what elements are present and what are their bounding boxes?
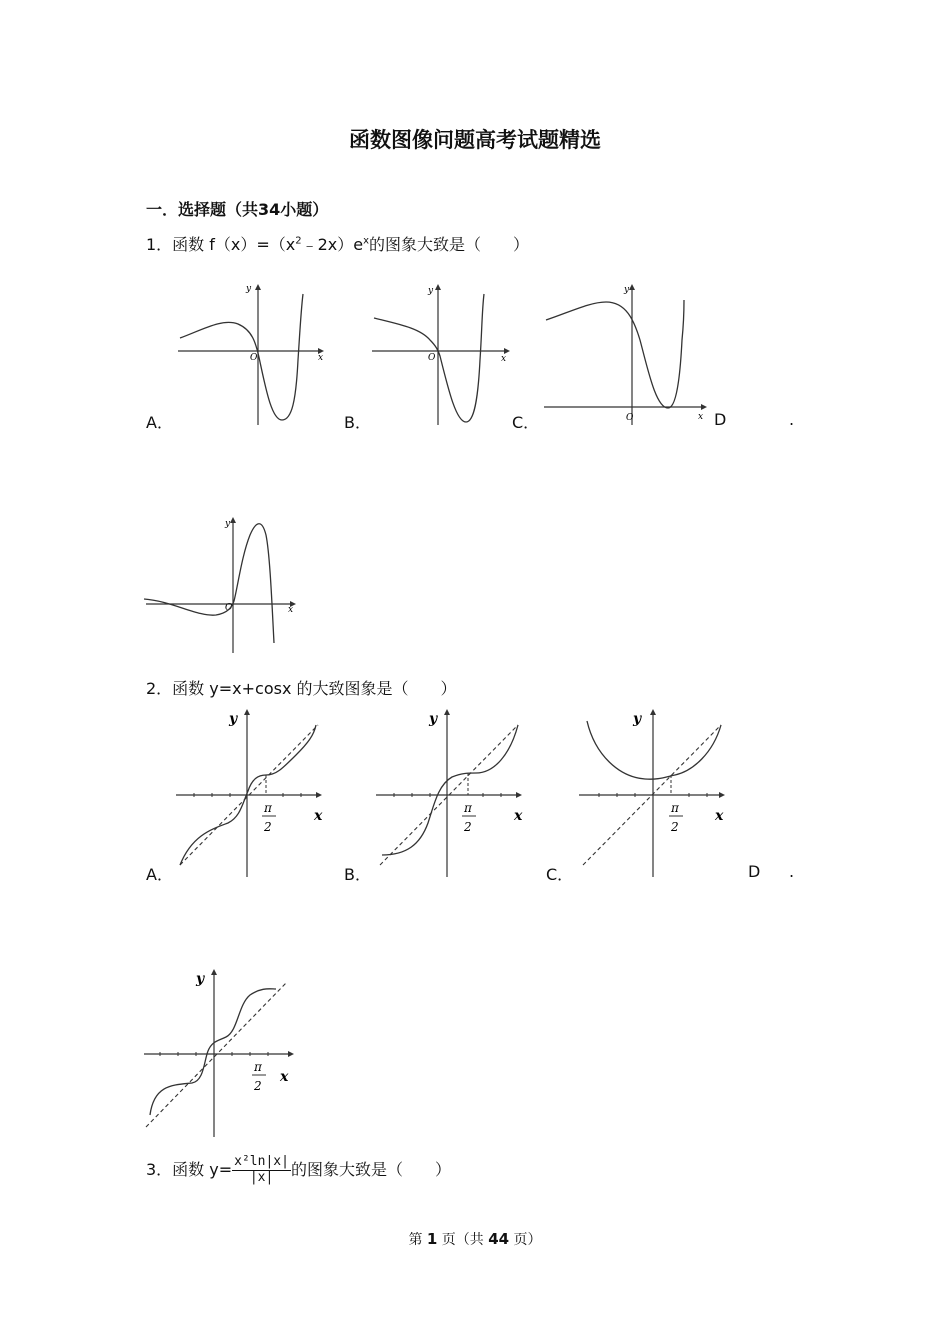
q3-fraction <box>232 1155 291 1186</box>
q1c-x-label: x <box>698 412 704 422</box>
question-1 <box>146 232 529 255</box>
q2-option-a-label[interactable]: A． <box>146 865 173 884</box>
q2b-two: 2 <box>464 820 472 834</box>
footer-total-pages: 44 <box>488 1230 510 1248</box>
page-title: 函数图像问题高考试题精选 <box>349 128 601 152</box>
q1a-x-label: x <box>318 353 324 363</box>
q2a-two: 2 <box>264 820 272 834</box>
q3-text-pre: 3．函数 y= <box>146 1159 233 1179</box>
q1-option-b-label[interactable]: B． <box>344 413 371 432</box>
q2c-pi: π <box>671 801 679 815</box>
q1c-y-label: y <box>624 285 630 295</box>
q1-graph-c <box>540 280 715 430</box>
q1-option-d-dot: . <box>789 410 795 429</box>
q1-graph-b <box>368 280 518 430</box>
q2c-x-label: x <box>715 808 724 824</box>
q1-text-pre: 1．函数 f（x）=（x <box>146 235 296 254</box>
q2-option-d-dot: . <box>789 862 795 881</box>
q3-denominator: |x| <box>249 1169 274 1185</box>
q2-option-d-label[interactable]: D <box>748 862 761 881</box>
q1c-origin: O <box>626 413 634 423</box>
q3-numerator: x²ln|x| <box>234 1154 289 1169</box>
q1-text-post: 的图象大致是（ ） <box>369 235 530 254</box>
q2-graph-c <box>575 705 745 880</box>
footer-page-number: 1 <box>426 1230 438 1248</box>
footer-post: 页） <box>509 1232 542 1248</box>
q2-graph-b <box>372 705 542 880</box>
q2b-pi: π <box>464 801 472 815</box>
q1b-x-label: x <box>501 354 507 364</box>
q2b-y-label: y <box>429 711 438 727</box>
q1-option-c-label[interactable]: C． <box>512 413 540 432</box>
q1a-y-label: y <box>246 284 252 294</box>
q1-graph-a <box>172 280 332 430</box>
q1d-origin: O <box>225 603 233 613</box>
q2c-two: 2 <box>671 820 679 834</box>
q2a-y-label: y <box>229 711 238 727</box>
q1d-x-label: x <box>288 605 294 615</box>
section-heading: 一．选择题（共34小题） <box>146 200 329 219</box>
q1b-y-label: y <box>428 286 434 296</box>
q2c-y-label: y <box>633 711 642 727</box>
q1d-y-label: y <box>225 519 231 529</box>
q3-text-post: 的图象大致是（ ） <box>290 1159 451 1179</box>
question-2: 2．函数 y=x+cosx 的大致图象是（ ） <box>146 679 457 698</box>
q1-option-d-label[interactable]: D <box>714 410 727 429</box>
page-footer <box>0 1229 950 1249</box>
q2d-y-label: y <box>196 971 205 987</box>
q1-graph-d <box>142 515 307 655</box>
footer-pre: 第 <box>408 1232 427 1248</box>
footer-mid: 页（共 <box>437 1232 489 1248</box>
q2d-two: 2 <box>254 1079 262 1093</box>
q1-sup-square: 2 <box>295 235 302 247</box>
q2-option-b-label[interactable]: B． <box>344 865 371 884</box>
q2-option-c-label[interactable]: C． <box>546 865 574 884</box>
q2a-x-label: x <box>314 808 323 824</box>
q1-sup-x: x <box>363 235 370 247</box>
q1-text-mid: ﹣2x）e <box>301 235 364 254</box>
q2-graph-d <box>142 965 307 1140</box>
q2d-pi: π <box>254 1060 262 1074</box>
q1b-origin: O <box>428 353 436 363</box>
q1-option-a-label[interactable]: A． <box>146 413 173 432</box>
question-3 <box>146 1155 451 1186</box>
q2d-x-label: x <box>280 1069 289 1085</box>
q2-graph-a <box>172 705 342 880</box>
q1a-origin: O <box>250 353 258 363</box>
q2a-pi: π <box>264 801 272 815</box>
q2b-x-label: x <box>514 808 523 824</box>
